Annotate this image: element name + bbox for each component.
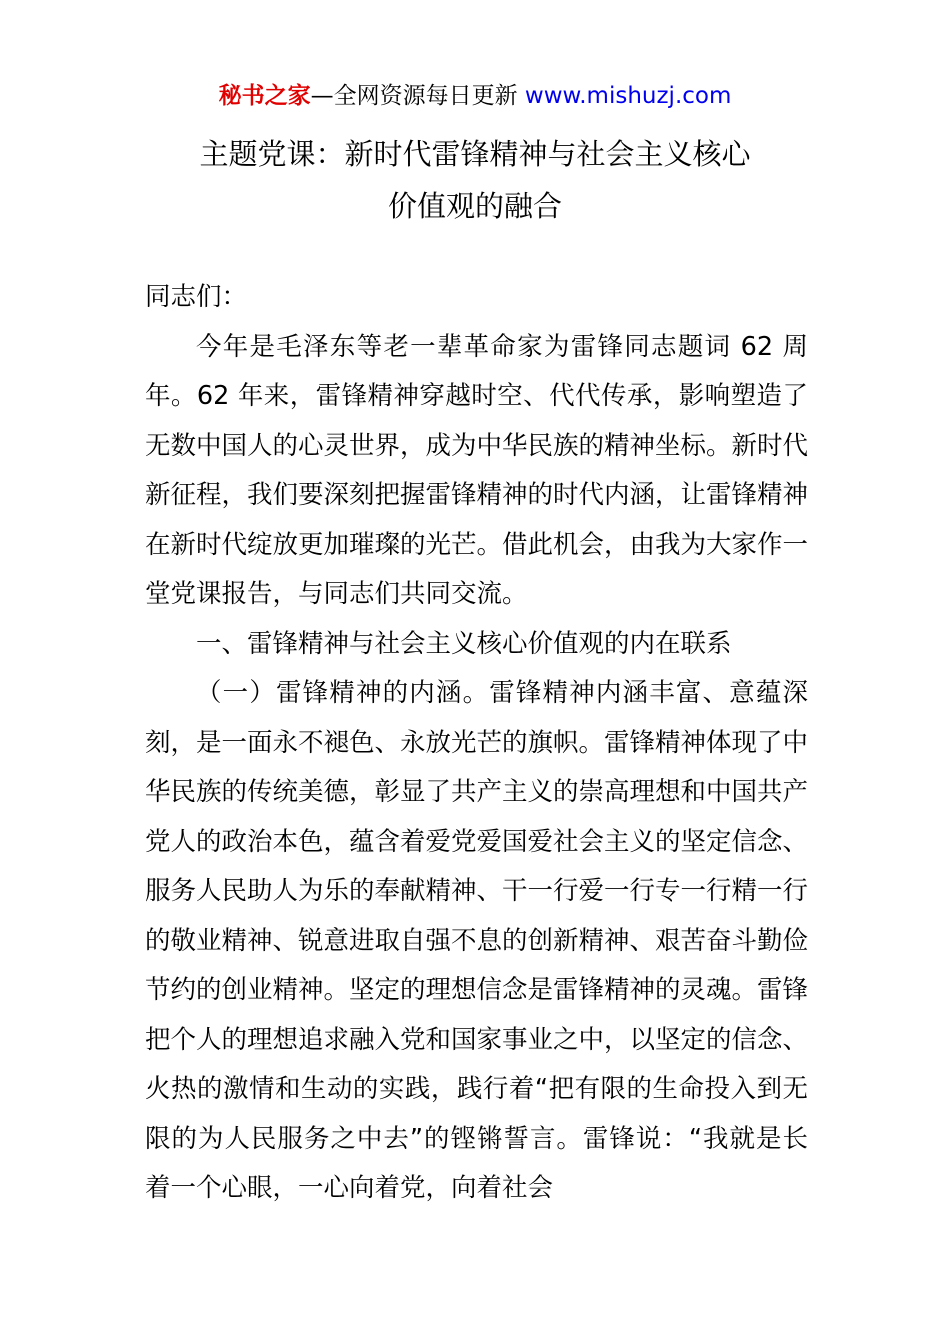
site-header: [0, 80, 950, 112]
section-heading: 一、雷锋精神与社会主义核心价值观的内在联系: [196, 628, 732, 659]
title-line-2: 价值观的融合: [387, 189, 562, 223]
intro-paragraph: 今年是毛泽东等老一辈革命家为雷锋同志题词 62 周年。62 年来，雷锋精神穿越时空、代代传承，影响塑造了无数中国人的心灵世界，成为中华民族的精神坐标。新时代新征程，我们要深刻把握雷锋精神的时代内涵，让雷锋精神在新时代绽放更加璀璨的光芒。借此机会，由我为大家作一堂党课报告，与同志们共同交流。: [145, 331, 809, 609]
title-line-1: 主题党课：新时代雷锋精神与社会主义核心: [199, 137, 751, 171]
document-title: [0, 128, 950, 232]
document-body: [145, 273, 808, 1214]
salutation: 同志们：: [145, 282, 248, 312]
header-tagline: —全网资源每日更新: [310, 83, 525, 109]
site-url-link[interactable]: www.mishuzj.com: [524, 83, 732, 109]
brand-name: 秘书之家: [218, 83, 311, 109]
body-paragraph: （一）雷锋精神的内涵。雷锋精神内涵丰富、意蕴深刻，是一面永不褪色、永放光芒的旗帜。雷锋精神体现了中华民族的传统美德，彰显了共产主义的崇高理想和中国共产党人的政治本色，蕴含着爱党爱国爱社会主义的坚定信念、服务人民助人为乐的奉献精神、干一行爱一行专一行精一行的敬业精神、锐意进取自强不息的创新精神、艰苦奋斗勤俭节约的创业精神。坚定的理想信念是雷锋精神的灵魂。雷锋把个人的理想追求融入党和国家事业之中，以坚定的信念、火热的激情和生动的实践，践行着“把有限的生命投入到无限的为人民服务之中去”的铿锵誓言。雷锋说：“我就是长着一个心眼，一心向着党，向着社会: [145, 678, 809, 1203]
